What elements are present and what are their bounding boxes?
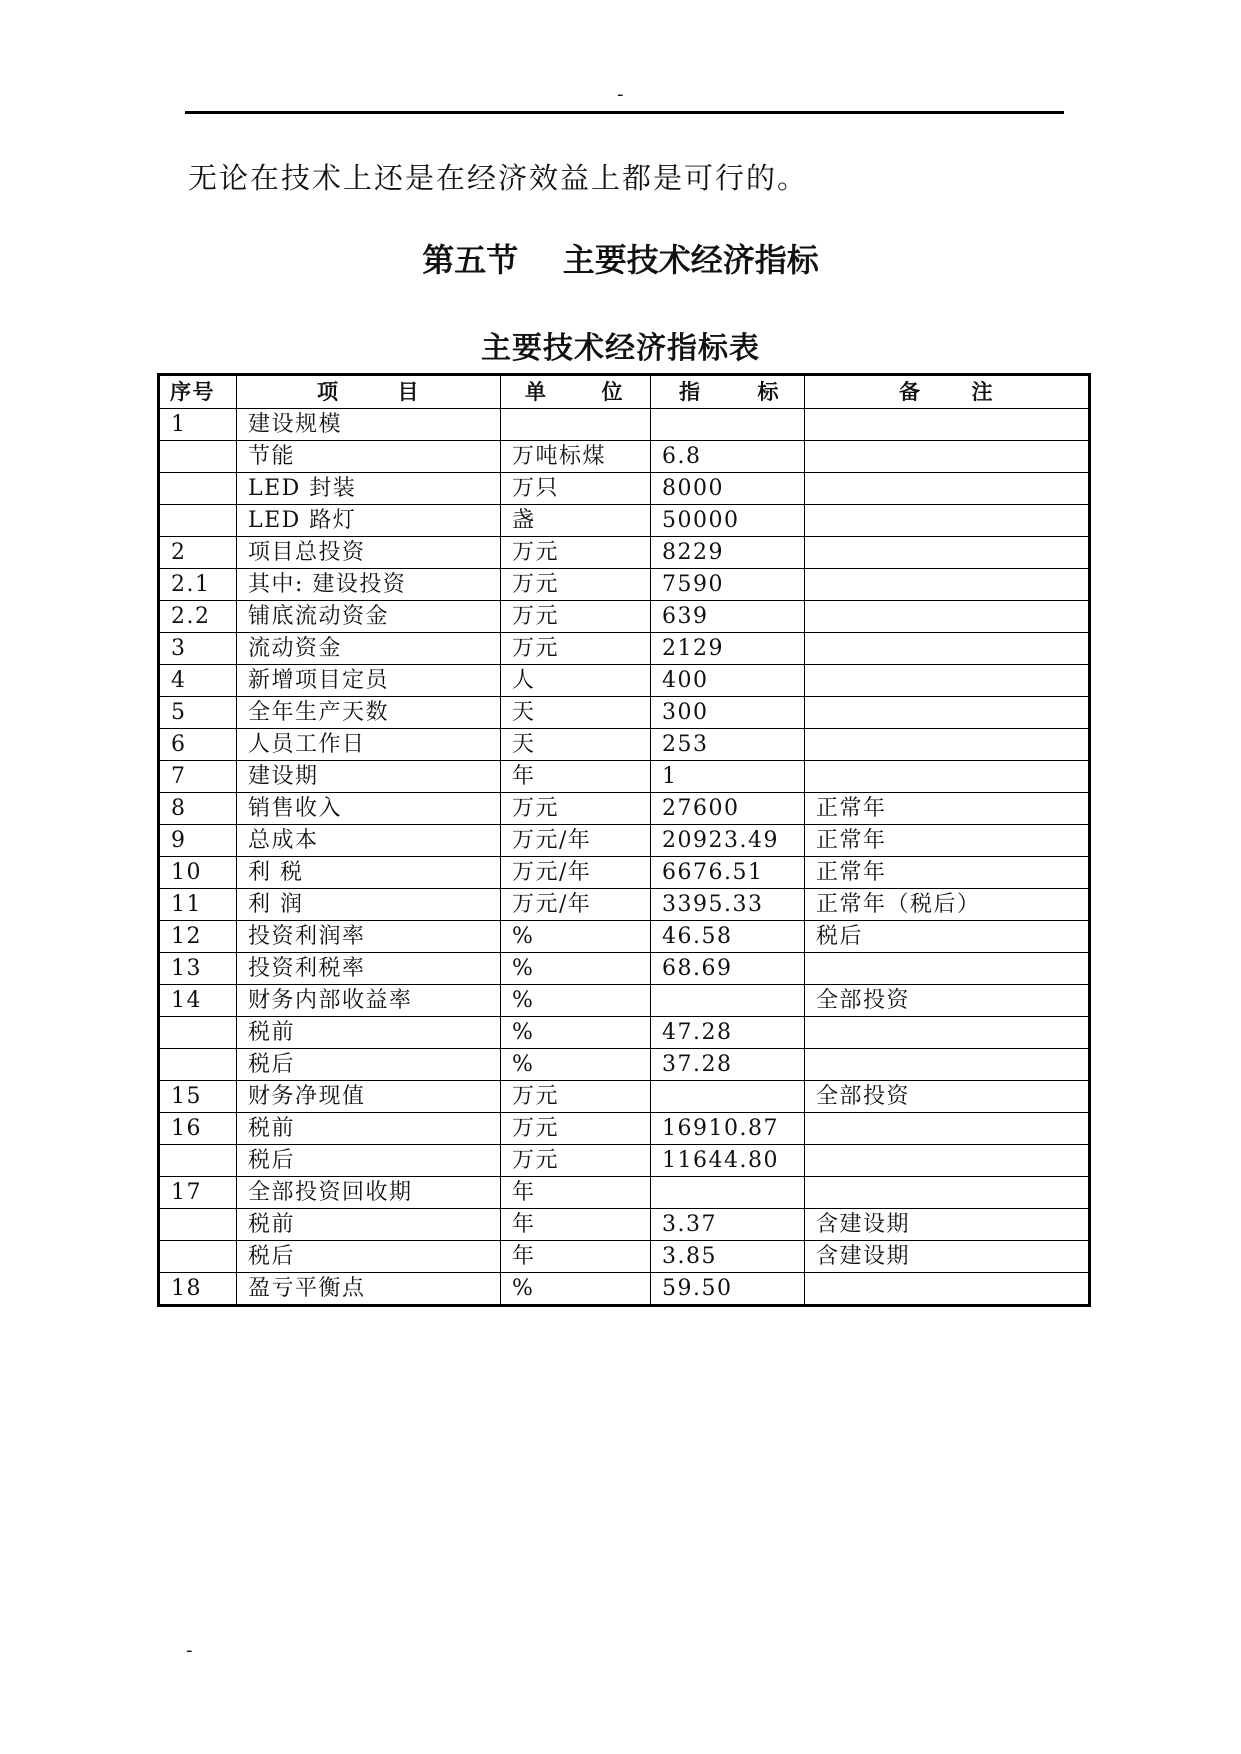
cell-unit: 人 — [501, 665, 651, 697]
cell-seq — [159, 1209, 237, 1241]
cell-unit: 万元 — [501, 1081, 651, 1113]
cell-seq — [159, 1241, 237, 1273]
cell-value: 300 — [651, 697, 805, 729]
cell-seq: 15 — [159, 1081, 237, 1113]
cell-value: 3.85 — [651, 1241, 805, 1273]
cell-item: 税后 — [237, 1241, 501, 1273]
header-mark: - — [617, 84, 624, 105]
cell-unit: 万元/年 — [501, 889, 651, 921]
cell-item: 人员工作日 — [237, 729, 501, 761]
header-item-char-1: 项 — [317, 379, 340, 404]
table-row — [159, 441, 1090, 473]
table-row — [159, 1145, 1090, 1177]
table-row — [159, 633, 1090, 665]
table-row — [159, 1049, 1090, 1081]
cell-unit: 万元 — [501, 633, 651, 665]
cell-seq — [159, 505, 237, 537]
table-row — [159, 537, 1090, 569]
cell-unit: % — [501, 985, 651, 1017]
cell-value: 68.69 — [651, 953, 805, 985]
cell-value — [651, 409, 805, 441]
indicators-table — [157, 373, 1091, 1307]
header-value-char-2: 标 — [757, 379, 780, 404]
cell-seq — [159, 1017, 237, 1049]
cell-note: 含建设期 — [805, 1241, 1090, 1273]
cell-value: 37.28 — [651, 1049, 805, 1081]
header-value — [651, 375, 805, 409]
table-row — [159, 985, 1090, 1017]
cell-item: 投资利税率 — [237, 953, 501, 985]
cell-item: 税前 — [237, 1209, 501, 1241]
cell-item: 销售收入 — [237, 793, 501, 825]
cell-unit: 万元/年 — [501, 825, 651, 857]
cell-unit: 万只 — [501, 473, 651, 505]
cell-note — [805, 409, 1090, 441]
table-row — [159, 729, 1090, 761]
header-note — [805, 375, 1090, 409]
cell-seq: 1 — [159, 409, 237, 441]
cell-value: 8229 — [651, 537, 805, 569]
cell-seq: 11 — [159, 889, 237, 921]
table-row — [159, 889, 1090, 921]
header-rule — [185, 111, 1064, 114]
section-heading: 第五节 主要技术经济指标 — [422, 241, 819, 279]
cell-note: 税后 — [805, 921, 1090, 953]
cell-unit: 年 — [501, 761, 651, 793]
cell-seq: 3 — [159, 633, 237, 665]
cell-note — [805, 1049, 1090, 1081]
cell-seq — [159, 1145, 237, 1177]
cell-note: 正常年 — [805, 857, 1090, 889]
table-header-row — [159, 375, 1090, 409]
cell-seq: 8 — [159, 793, 237, 825]
cell-unit — [501, 409, 651, 441]
header-note-char-2: 注 — [971, 379, 994, 404]
cell-value — [651, 985, 805, 1017]
cell-value: 639 — [651, 601, 805, 633]
header-item-char-2: 目 — [397, 379, 420, 404]
cell-item: 其中: 建设投资 — [237, 569, 501, 601]
table-row — [159, 409, 1090, 441]
cell-seq: 2.2 — [159, 601, 237, 633]
header-note-char-1: 备 — [899, 379, 922, 404]
cell-item: 节能 — [237, 441, 501, 473]
cell-unit: 万元 — [501, 1145, 651, 1177]
cell-note — [805, 569, 1090, 601]
cell-item: 财务净现值 — [237, 1081, 501, 1113]
cell-note — [805, 601, 1090, 633]
table-row — [159, 825, 1090, 857]
cell-value: 8000 — [651, 473, 805, 505]
cell-value: 6.8 — [651, 441, 805, 473]
cell-unit: 万元 — [501, 1113, 651, 1145]
cell-note: 全部投资 — [805, 1081, 1090, 1113]
cell-item: LED 路灯 — [237, 505, 501, 537]
cell-note — [805, 953, 1090, 985]
cell-item: 税前 — [237, 1113, 501, 1145]
cell-note — [805, 761, 1090, 793]
cell-unit: % — [501, 921, 651, 953]
cell-note — [805, 665, 1090, 697]
cell-item: 建设规模 — [237, 409, 501, 441]
cell-item: 流动资金 — [237, 633, 501, 665]
cell-value: 47.28 — [651, 1017, 805, 1049]
cell-value: 27600 — [651, 793, 805, 825]
cell-unit: 万元 — [501, 793, 651, 825]
cell-note — [805, 1017, 1090, 1049]
table-row — [159, 857, 1090, 889]
cell-item: 税后 — [237, 1049, 501, 1081]
cell-value: 2129 — [651, 633, 805, 665]
cell-value — [651, 1081, 805, 1113]
cell-item: 新增项目定员 — [237, 665, 501, 697]
cell-item: 项目总投资 — [237, 537, 501, 569]
cell-unit: % — [501, 1273, 651, 1306]
table-title: 主要技术经济指标表 — [481, 331, 760, 366]
cell-value: 46.58 — [651, 921, 805, 953]
cell-note: 全部投资 — [805, 985, 1090, 1017]
header-unit-char-2: 位 — [601, 379, 624, 404]
cell-seq: 16 — [159, 1113, 237, 1145]
table-row — [159, 953, 1090, 985]
table-row — [159, 569, 1090, 601]
cell-value — [651, 1177, 805, 1209]
table-row — [159, 1113, 1090, 1145]
cell-value: 1 — [651, 761, 805, 793]
cell-unit: 万元 — [501, 569, 651, 601]
cell-note — [805, 1145, 1090, 1177]
table-row — [159, 921, 1090, 953]
cell-item: LED 封装 — [237, 473, 501, 505]
cell-note — [805, 729, 1090, 761]
cell-note — [805, 697, 1090, 729]
cell-seq: 4 — [159, 665, 237, 697]
cell-unit: 万元/年 — [501, 857, 651, 889]
header-value-char-1: 指 — [679, 379, 702, 404]
cell-item: 盈亏平衡点 — [237, 1273, 501, 1306]
cell-value: 253 — [651, 729, 805, 761]
cell-value: 3.37 — [651, 1209, 805, 1241]
cell-item: 投资利润率 — [237, 921, 501, 953]
cell-seq: 12 — [159, 921, 237, 953]
cell-value: 59.50 — [651, 1273, 805, 1306]
cell-seq: 7 — [159, 761, 237, 793]
cell-unit: 天 — [501, 697, 651, 729]
cell-seq: 13 — [159, 953, 237, 985]
cell-seq — [159, 1049, 237, 1081]
cell-item: 建设期 — [237, 761, 501, 793]
header-unit-char-1: 单 — [525, 379, 548, 404]
cell-value: 400 — [651, 665, 805, 697]
table-row — [159, 1081, 1090, 1113]
cell-unit: 年 — [501, 1209, 651, 1241]
cell-value: 11644.80 — [651, 1145, 805, 1177]
cell-note: 含建设期 — [805, 1209, 1090, 1241]
cell-note: 正常年（税后） — [805, 889, 1090, 921]
cell-item: 总成本 — [237, 825, 501, 857]
table-row — [159, 793, 1090, 825]
cell-item: 税后 — [237, 1145, 501, 1177]
table-body — [159, 409, 1090, 1306]
cell-note — [805, 505, 1090, 537]
cell-seq: 10 — [159, 857, 237, 889]
cell-item: 利 税 — [237, 857, 501, 889]
cell-unit: 盏 — [501, 505, 651, 537]
table-row — [159, 505, 1090, 537]
cell-note — [805, 1177, 1090, 1209]
cell-item: 铺底流动资金 — [237, 601, 501, 633]
table-row — [159, 665, 1090, 697]
cell-unit: 年 — [501, 1241, 651, 1273]
cell-unit: % — [501, 953, 651, 985]
cell-unit: 年 — [501, 1177, 651, 1209]
cell-item: 全年生产天数 — [237, 697, 501, 729]
cell-unit: 万元 — [501, 537, 651, 569]
footer-mark: - — [186, 1640, 193, 1661]
cell-item: 全部投资回收期 — [237, 1177, 501, 1209]
cell-seq: 5 — [159, 697, 237, 729]
cell-unit: 万吨标煤 — [501, 441, 651, 473]
header-unit — [501, 375, 651, 409]
cell-value: 16910.87 — [651, 1113, 805, 1145]
cell-item: 利 润 — [237, 889, 501, 921]
table-row — [159, 761, 1090, 793]
cell-seq: 6 — [159, 729, 237, 761]
cell-seq — [159, 441, 237, 473]
cell-value: 20923.49 — [651, 825, 805, 857]
cell-note — [805, 473, 1090, 505]
header-seq: 序号 — [159, 375, 237, 409]
cell-value: 7590 — [651, 569, 805, 601]
cell-note — [805, 1113, 1090, 1145]
cell-seq: 2.1 — [159, 569, 237, 601]
cell-seq: 18 — [159, 1273, 237, 1306]
cell-seq: 17 — [159, 1177, 237, 1209]
cell-note: 正常年 — [805, 793, 1090, 825]
cell-seq: 9 — [159, 825, 237, 857]
cell-note: 正常年 — [805, 825, 1090, 857]
table-row — [159, 697, 1090, 729]
cell-unit: 天 — [501, 729, 651, 761]
cell-unit: % — [501, 1017, 651, 1049]
cell-value: 6676.51 — [651, 857, 805, 889]
cell-unit: 万元 — [501, 601, 651, 633]
table-row — [159, 1017, 1090, 1049]
header-item — [237, 375, 501, 409]
cell-item: 税前 — [237, 1017, 501, 1049]
cell-note — [805, 441, 1090, 473]
table-row — [159, 1273, 1090, 1306]
cell-item: 财务内部收益率 — [237, 985, 501, 1017]
cell-unit: % — [501, 1049, 651, 1081]
cell-seq: 14 — [159, 985, 237, 1017]
cell-note — [805, 537, 1090, 569]
table-row — [159, 473, 1090, 505]
table-row — [159, 1209, 1090, 1241]
cell-seq: 2 — [159, 537, 237, 569]
table-row — [159, 1241, 1090, 1273]
table-row — [159, 1177, 1090, 1209]
cell-seq — [159, 473, 237, 505]
table-row — [159, 601, 1090, 633]
cell-note — [805, 633, 1090, 665]
intro-paragraph: 无论在技术上还是在经济效益上都是可行的。 — [188, 161, 809, 195]
cell-note — [805, 1273, 1090, 1306]
cell-value: 3395.33 — [651, 889, 805, 921]
cell-value: 50000 — [651, 505, 805, 537]
